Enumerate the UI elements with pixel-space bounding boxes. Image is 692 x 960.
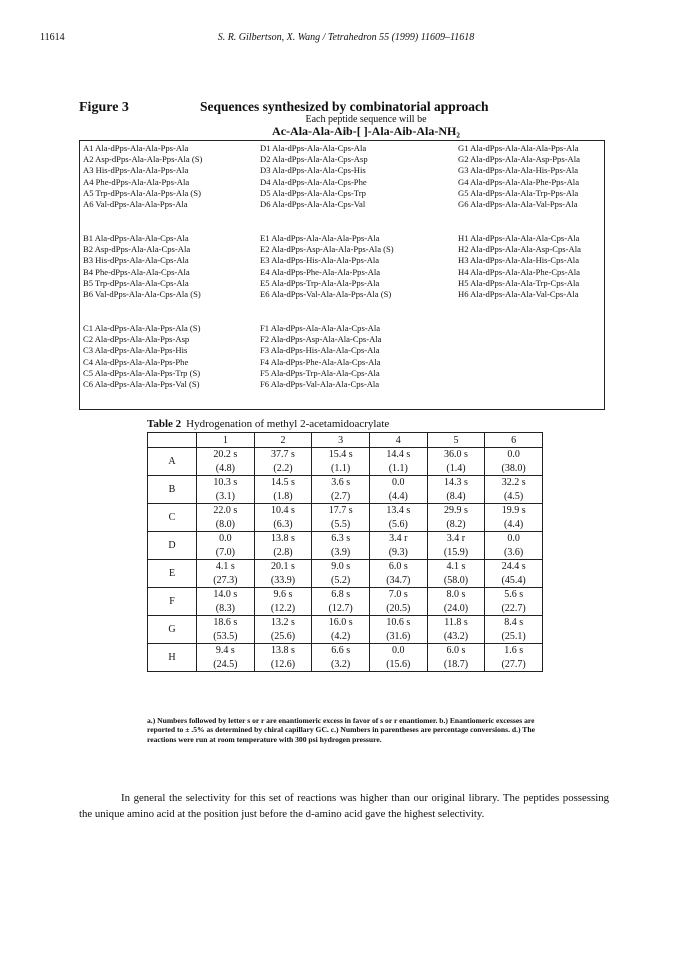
table-row [148,490,543,504]
ee-cell: 9.4 s [197,644,255,658]
ee-cell: 10.4 s [254,504,312,518]
table-title: Hydrogenation of methyl 2-acetamidoacrylate [186,418,390,430]
conversion-cell: (2.8) [254,546,312,560]
conversion-cell: (31.6) [369,630,427,644]
ee-cell: 10.6 s [369,616,427,630]
sequence-column [83,323,200,390]
ee-cell: 0.0 [485,532,543,546]
row-label: B [148,476,197,504]
conversion-cell: (24.5) [197,658,255,672]
sequence-entry: D1 Ala-dPps-Ala-Ala-Cps-Ala [260,143,367,153]
row-label: H [148,644,197,672]
table-row [148,476,543,490]
sequence-entry: E2 Ala-dPps-Asp-Ala-Ala-Pps-Ala (S) [260,244,394,255]
ee-cell: 22.0 s [197,504,255,518]
conversion-cell: (58.0) [427,574,485,588]
conversion-cell: (4.4) [485,518,543,532]
column-header: 1 [197,433,255,448]
row-label: G [148,616,197,644]
conversion-cell: (38.0) [485,462,543,476]
ee-cell: 6.0 s [427,644,485,658]
ee-cell: 9.6 s [254,588,312,602]
page-header [40,32,652,46]
ee-cell: 1.6 s [485,644,543,658]
ee-cell: 0.0 [369,476,427,490]
sequence-entry: F1 Ala-dPps-Ala-Ala-Ala-Cps-Ala [260,323,381,333]
sequence-column [260,323,382,390]
ee-cell: 14.3 s [427,476,485,490]
ee-cell: 0.0 [197,532,255,546]
sequence-entry: D3 Ala-dPps-Ala-Ala-Cps-His [260,165,366,176]
sequence-column [458,143,580,210]
ee-cell: 20.1 s [254,560,312,574]
row-label: C [148,504,197,532]
conversion-cell: (8.2) [427,518,485,532]
sequence-column [83,143,202,210]
ee-cell: 14.5 s [254,476,312,490]
conversion-cell: (43.2) [427,630,485,644]
sequence-entry: E3 Ala-dPps-His-Ala-Ala-Pps-Ala [260,255,380,266]
ee-cell: 0.0 [369,644,427,658]
figure-label: Figure 3 [79,100,129,115]
table-row [148,574,543,588]
conversion-cell: (18.7) [427,658,485,672]
ee-cell: 6.3 s [312,532,370,546]
ee-cell: 14.0 s [197,588,255,602]
table-row [148,602,543,616]
conversion-cell: (20.5) [369,602,427,616]
conversion-cell: (25.6) [254,630,312,644]
sequence-entry: E4 Ala-dPps-Phe-Ala-Ala-Pps-Ala [260,266,381,277]
sequence-entry: D5 Ala-dPps-Ala-Ala-Cps-Trp [260,187,366,198]
ee-cell: 3.4 r [427,532,485,546]
table-row [148,448,543,462]
conversion-cell: (4.8) [197,462,255,476]
sequence-entry: C3 Ala-dPps-Ala-Ala-Pps-His [83,345,188,356]
column-header: 6 [485,433,543,448]
conversion-cell: (34.7) [369,574,427,588]
table-row [148,518,543,532]
table-row [148,658,543,672]
conversion-cell: (12.7) [312,602,370,616]
sequence-entry: H4 Ala-dPps-Ala-Ala-Phe-Cps-Ala [458,266,580,277]
ee-cell: 8.4 s [485,616,543,630]
table-label: Table 2 [147,418,182,430]
sequence-entry: D2 Ala-dPps-Ala-Ala-Cps-Asp [260,154,368,165]
sequence-entry: E5 Ala-dPps-Trp-Ala-Ala-Pps-Ala [260,277,380,288]
sequence-entry: C5 Ala-dPps-Ala-Ala-Pps-Trp (S) [83,367,201,378]
sequence-entry: F6 Ala-dPps-Val-Ala-Ala-Cps-Ala [260,378,380,389]
conversion-cell: (7.0) [197,546,255,560]
ee-cell: 8.0 s [427,588,485,602]
ee-cell: 13.8 s [254,532,312,546]
row-label: D [148,532,197,560]
ee-cell: 20.2 s [197,448,255,462]
conversion-cell: (5.6) [369,518,427,532]
ee-cell: 13.4 s [369,504,427,518]
conversion-cell: (15.9) [427,546,485,560]
table-row [148,616,543,630]
sequence-box [79,140,605,410]
row-label: E [148,560,197,588]
conversion-cell: (5.5) [312,518,370,532]
sequence-entry: A4 Phe-dPps-Ala-Ala-Pps-Ala [83,176,190,187]
ee-cell: 37.7 s [254,448,312,462]
sequence-entry: D6 Ala-dPps-Ala-Ala-Cps-Val [260,198,366,209]
sequence-entry: F2 Ala-dPps-Asp-Ala-Ala-Cps-Ala [260,334,382,345]
ee-cell: 3.4 r [369,532,427,546]
conversion-cell: (6.3) [254,518,312,532]
sequence-entry: H1 Ala-dPps-Ala-Ala-Ala-Cps-Ala [458,233,580,243]
conversion-cell: (22.7) [485,602,543,616]
conversion-cell: (8.0) [197,518,255,532]
conversion-cell: (5.2) [312,574,370,588]
conversion-cell: (1.4) [427,462,485,476]
conversion-cell: (12.2) [254,602,312,616]
row-label: A [148,448,197,476]
conversion-cell: (27.7) [485,658,543,672]
ee-cell: 13.2 s [254,616,312,630]
conversion-cell: (27.3) [197,574,255,588]
conversion-cell: (8.4) [427,490,485,504]
sequence-entry: H5 Ala-dPps-Ala-Ala-Trp-Cps-Ala [458,277,580,288]
sequence-entry: A6 Val-dPps-Ala-Ala-Pps-Ala [83,198,188,209]
conversion-cell: (33.9) [254,574,312,588]
conversion-cell: (1.1) [312,462,370,476]
body-paragraph: In general the selectivity for this set of reactions was higher than our original library. The peptides possessing the unique amino acid at the position just before the d-amino acid gave the highest selectivity. [79,792,609,820]
ee-cell: 19.9 s [485,504,543,518]
ee-cell: 16.0 s [312,616,370,630]
sequence-entry: G2 Ala-dPps-Ala-Ala-Asp-Pps-Ala [458,154,580,165]
sequence-entry: A5 Trp-dPps-Ala-Ala-Pps-Ala (S) [83,187,201,198]
table-corner-cell [148,433,197,448]
ee-cell: 29.9 s [427,504,485,518]
sequence-column [260,143,368,210]
column-header: 2 [254,433,312,448]
table-caption [147,418,389,430]
page-number: 11614 [40,32,65,43]
table-row [148,644,543,658]
table-notes: a.) Numbers followed by letter s or r are enantiomeric excess in favor of s or r enantiomer. b.) Enantiomeric excesses are reported to ± .5% as determined by chiral capillary GC. c.) Numbers in parentheses are percentage conversions. d.) The reactions were run at room temperature with 300 psi hydrogen pressure. [147,716,535,744]
ee-cell: 0.0 [485,448,543,462]
ee-cell: 18.6 s [197,616,255,630]
sequence-entry: G1 Ala-dPps-Ala-Ala-Ala-Pps-Ala [458,143,579,153]
sequence-entry: F3 Ala-dPps-His-Ala-Ala-Cps-Ala [260,345,380,356]
conversion-cell: (3.2) [312,658,370,672]
table-row [148,588,543,602]
ee-cell: 14.4 s [369,448,427,462]
sequence-entry: C6 Ala-dPps-Ala-Ala-Pps-Val (S) [83,378,200,389]
column-header: 3 [312,433,370,448]
row-label: F [148,588,197,616]
conversion-cell: (24.0) [427,602,485,616]
conversion-cell: (45.4) [485,574,543,588]
column-header: 5 [427,433,485,448]
sequence-entry: C4 Ala-dPps-Ala-Ala-Pps-Phe [83,356,189,367]
conversion-cell: (9.3) [369,546,427,560]
ee-cell: 13.8 s [254,644,312,658]
ee-cell: 5.6 s [485,588,543,602]
sequence-entry: H2 Ala-dPps-Ala-Ala-Asp-Cps-Ala [458,244,581,255]
table-row [148,462,543,476]
sequence-entry: E6 Ala-dPps-Val-Ala-Ala-Pps-Ala (S) [260,288,392,299]
ee-cell: 24.4 s [485,560,543,574]
conversion-cell: (12.6) [254,658,312,672]
table-row [148,546,543,560]
sequence-entry: A1 Ala-dPps-Ala-Ala-Pps-Ala [83,143,189,153]
sequence-column [458,233,581,300]
sequence-entry: F5 Ala-dPps-Trp-Ala-Ala-Cps-Ala [260,367,380,378]
sequence-entry: G5 Ala-dPps-Ala-Ala-Trp-Pps-Ala [458,187,579,198]
conversion-cell: (3.9) [312,546,370,560]
conversion-cell: (1.8) [254,490,312,504]
sequence-entry: G6 Ala-dPps-Ala-Ala-Val-Pps-Ala [458,198,578,209]
sequence-entry: G3 Ala-dPps-Ala-Ala-His-Pps-Ala [458,165,579,176]
conversion-cell: (8.3) [197,602,255,616]
ee-cell: 4.1 s [427,560,485,574]
conversion-cell: (4.2) [312,630,370,644]
conversion-cell: (4.4) [369,490,427,504]
sequence-entry: D4 Ala-dPps-Ala-Ala-Cps-Phe [260,176,367,187]
ee-cell: 9.0 s [312,560,370,574]
ee-cell: 36.0 s [427,448,485,462]
ee-cell: 10.3 s [197,476,255,490]
figure-note: Each peptide sequence will be [305,114,427,125]
sequence-entry: F4 Ala-dPps-Phe-Ala-Ala-Cps-Ala [260,356,381,367]
conversion-cell: (2.2) [254,462,312,476]
ee-cell: 15.4 s [312,448,370,462]
sequence-entry: A3 His-dPps-Ala-Ala-Pps-Ala [83,165,189,176]
conversion-cell: (53.5) [197,630,255,644]
ee-cell: 6.6 s [312,644,370,658]
ee-cell: 3.6 s [312,476,370,490]
table-row [148,630,543,644]
ee-cell: 6.8 s [312,588,370,602]
ee-cell: 4.1 s [197,560,255,574]
ee-cell: 7.0 s [369,588,427,602]
sequence-entry: B2 Asp-dPps-Ala-Ala-Cps-Ala [83,244,191,255]
ee-cell: 17.7 s [312,504,370,518]
table-row [148,532,543,546]
conversion-cell: (4.5) [485,490,543,504]
sequence-column [260,233,394,300]
column-header: 4 [369,433,427,448]
sequence-entry: A2 Asp-dPps-Ala-Ala-Pps-Ala (S) [83,154,203,165]
running-title: S. R. Gilbertson, X. Wang / Tetrahedron 55 (1999) 11609–11618 [217,32,475,43]
conversion-cell: (2.7) [312,490,370,504]
conversion-cell: (3.1) [197,490,255,504]
sequence-entry: B5 Trp-dPps-Ala-Ala-Cps-Ala [83,277,189,288]
sequence-entry: C2 Ala-dPps-Ala-Ala-Pps-Asp [83,334,190,345]
sequence-entry: E1 Ala-dPps-Ala-Ala-Ala-Pps-Ala [260,233,380,243]
ee-cell: 32.2 s [485,476,543,490]
sequence-entry: B4 Phe-dPps-Ala-Ala-Cps-Ala [83,266,190,277]
table-header-row [148,433,543,448]
ee-cell: 6.0 s [369,560,427,574]
ee-cell: 11.8 s [427,616,485,630]
figure-title: Sequences synthesized by combinatorial approach [200,99,489,114]
sequence-column [83,233,201,300]
table-row [148,504,543,518]
sequence-entry: B6 Val-dPps-Ala-Ala-Cps-Ala (S) [83,288,201,299]
sequence-entry: B3 His-dPps-Ala-Ala-Cps-Ala [83,255,189,266]
sequence-entry: H3 Ala-dPps-Ala-Ala-His-Cps-Ala [458,255,580,266]
table-row [148,560,543,574]
data-table [147,432,543,672]
conversion-cell: (25.1) [485,630,543,644]
conversion-cell: (3.6) [485,546,543,560]
conversion-cell: (15.6) [369,658,427,672]
conversion-cell: (1.1) [369,462,427,476]
figure-formula: Ac-Ala-Ala-Aib-[ ]-Ala-Aib-Ala-NH₂ [272,124,460,138]
sequence-entry: C1 Ala-dPps-Ala-Ala-Pps-Ala (S) [83,323,201,333]
sequence-entry: H6 Ala-dPps-Ala-Ala-Val-Cps-Ala [458,288,579,299]
sequence-entry: G4 Ala-dPps-Ala-Ala-Phe-Pps-Ala [458,176,580,187]
sequence-entry: B1 Ala-dPps-Ala-Ala-Cps-Ala [83,233,189,243]
